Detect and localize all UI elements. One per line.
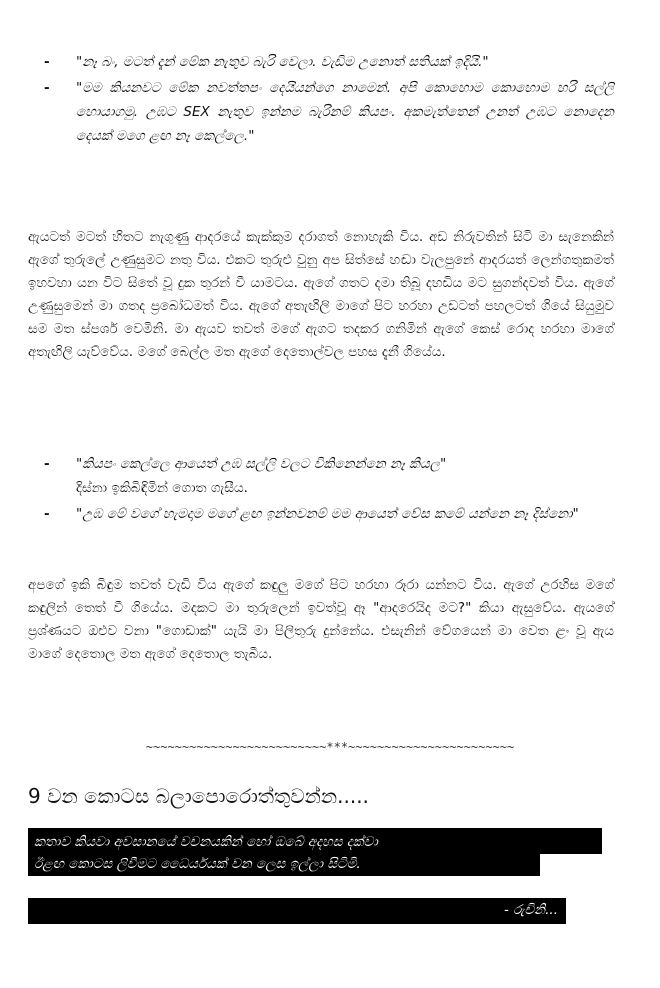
dialogue-item [44, 50, 614, 74]
dialogue-note: දිස්නා ඉකිබිඳිමින් ගොත ගැසීය. [76, 480, 248, 496]
next-part-heading: 9 වන කොටස බලාපොරොත්තුවන්න..... [28, 784, 369, 808]
story-paragraph-2: අපගේ ඉකි බිඳුම තවත් වැඩි විය ඇගේ කඳුලු මගේ පිට හරහා රූරා යන්නට විය. ඇගේ උරහිස මගේ කඳුලින් තෙත් වී ගියේය. මදකට මා තුරුලෙන් ඉවත්වූ ඈ "ආදරෙයිද මට?" කියා ඇසුවේය. ඇයගේ ප්‍රශ්ණයට ඔළුව වනා "ගොඩාක්" යැයි මා පිලිතුරු දුන්නේය. එසැනින් වේගයෙන් මා වෙත ළං වූ ඇය මාගේ දෙතොල මත ඇගේ දෙතොල තැබීය. [28, 577, 614, 662]
comment-request-line-1: කතාව කියවා අවසානයේ වචනයකින් හෝ ඔබේ අදහස දක්වා [28, 828, 602, 854]
comment-request-line-2: ඊළඟ කොටස ලිවීමට ධෛර්යයක් වන ලෙස ඉල්ලා සිටිමි. [28, 852, 540, 876]
dialogue-text: "මම කියනවට මේක නවත්තපං දෙයියන්ගෙ නාමෙන්. අපි කොහොම කොහොම හරි සල්ලි හොයාගමු. උඹට SEX නැතුව ඉන්නම බැරිනම් කියපං. අකමැත්තෙන් උනත් උඹට නොදෙන දෙයක් මගෙ ළඟ නෑ කෙල්ලෙ." [76, 80, 614, 144]
dialogue-text: "උඹ මේ වගේ හැමදාම මගේ ළඟ ඉන්නවනම් මම ආයෙත් වේස කමේ යන්නෙ නෑ දිස්නො" [76, 506, 579, 522]
dialogue-item [44, 76, 614, 148]
dash-bullet: - [44, 54, 50, 70]
author-signature: - රුචිනි... [28, 898, 566, 924]
dash-bullet: - [44, 506, 50, 522]
story-paragraph-1: ඇයටත් මටත් හිතට නැගුණු ආදරයේ කැක්කුම දරාගත් නොහැකි විය. අඩ නිරුවතින් සිටි මා සැනෙකින් ඇගේ තුරුලේ උණුසුමට නතු විය. එකට තුරුළු වුනු අප සිත්සේ හඬා වැලපුනේ ආදරයත් ලෙන්ගතුකමත් ඉහවහා යන විට සිතේ වූ දුක තුරන් වී යාමටය. ඇගේ ගතට දමා තිබූ දහඩිය මට සුගන්දවත් විය. ඇගේ උණුසුමෙන් මා ගතද ප්‍රබෝධමත් විය. ඇගේ අතැඟිලි මාගේ පිට හරහා උඩටත් පහලටත් ගියේ සියුමුව සම මත ස්පර්ශ වෙමිනි. මා ඇයව තවත් මගේ ඇගට තදකර ගනිමින් ඇගේ කෙස් රොද හරහා මාගේ අතැඟිලි යැව්වේය. මගේ බෙල්ල මත ඇගේ දෙතොල්වල පහස දැනී ගියේය. [28, 229, 614, 360]
dialogue-item [44, 502, 614, 526]
dialogue-text: "කියපං කෙල්ලෙ ආයෙත් උඹ සල්ලි වලට විකිනෙන්නෙ නෑ කියල" [76, 456, 447, 472]
dialogue-list-middle [44, 452, 614, 528]
section-divider: ~~~~~~~~~~~~~~~~~~~~~~~~~***~~~~~~~~~~~~~~~~~~~~~~~ [145, 740, 515, 754]
dash-bullet: - [44, 456, 50, 472]
dialogue-text: "නෑ බං, මටත් දැන් මේක නැතුව බැරි වෙලා. වැඩිම උනොත් සතියක් ඉදියි." [76, 54, 489, 70]
dash-bullet: - [44, 80, 50, 96]
dialogue-list-top [44, 50, 614, 150]
dialogue-item [44, 452, 614, 500]
